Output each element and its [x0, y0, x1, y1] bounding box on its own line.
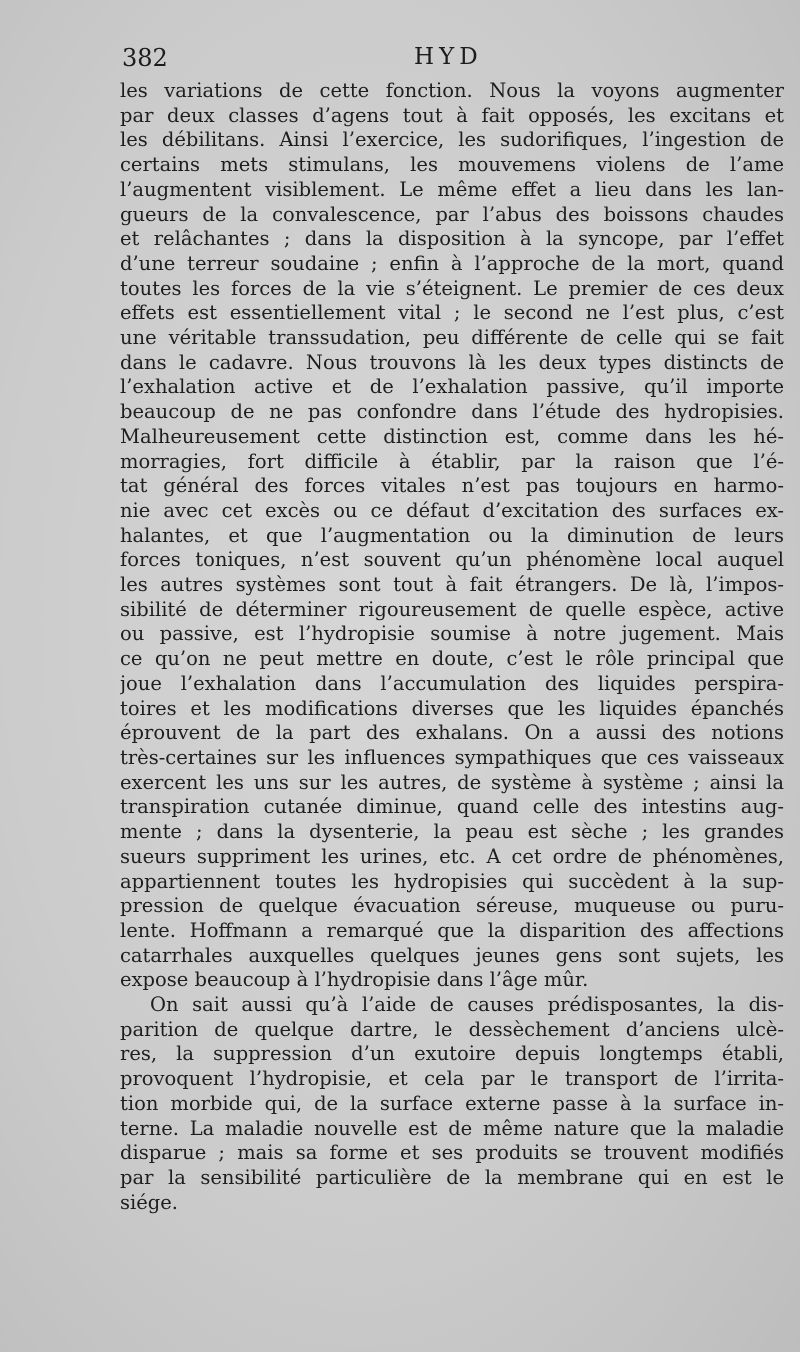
text-line: une véritable transsudation, peu différente de celle qui se fait: [120, 326, 784, 350]
text-line: expose beaucoup à l’hydropisie dans l’âge mûr.: [120, 968, 589, 992]
text-line: sibilité de déterminer rigoureusement de quelle espèce, active: [120, 597, 784, 621]
text-line: morragies, fort difficile à établir, par la raison que l’é-: [120, 449, 784, 473]
text-line: halantes, et que l’augmentation ou la diminution de leurs: [120, 523, 784, 547]
text-line: nie avec cet excès ou ce défaut d’excitation des surfaces ex-: [120, 498, 784, 522]
text-line: par la sensibilité particulière de la membrane qui en est le: [120, 1165, 784, 1189]
text-line: d’une terreur soudaine ; enfin à l’approche de la mort, quand: [120, 251, 784, 275]
text-line: mente ; dans la dysenterie, la peau est sèche ; les grandes: [120, 820, 784, 844]
text-line: On sait aussi qu’à l’aide de causes prédisposantes, la dis-: [150, 993, 784, 1017]
text-line: appartiennent toutes les hydropisies qui succèdent à la sup-: [120, 869, 784, 893]
text-line: provoquent l’hydropisie, et cela par le transport de l’irrita-: [120, 1067, 784, 1091]
text-line: l’augmentent visiblement. Le même effet a lieu dans les lan-: [120, 177, 784, 201]
text-line: tat général des forces vitales n’est pas toujours en harmo-: [120, 474, 784, 498]
text-line: pression de quelque évacuation séreuse, muqueuse ou puru-: [120, 894, 784, 918]
text-line: tion morbide qui, de la surface externe passe à la surface in-: [120, 1091, 784, 1115]
paragraph-1: [120, 79, 784, 993]
text-line: res, la suppression d’un exutoire depuis longtemps établi,: [120, 1042, 784, 1066]
text-line: ce qu’on ne peut mettre en doute, c’est le rôle principal que: [120, 647, 784, 671]
text-line: certains mets stimulans, les mouvemens violens de l’ame: [120, 153, 784, 177]
text-line: toires et les modifications diverses que les liquides épanchés: [120, 696, 784, 720]
text-line: gueurs de la convalescence, par l’abus des boissons chaudes: [120, 202, 784, 226]
text-line: éprouvent de la part des exhalans. On a aussi des notions: [120, 721, 784, 745]
text-line: lente. Hoffmann a remarqué que la disparition des affections: [120, 918, 784, 942]
text-line: ou passive, est l’hydropisie soumise à notre jugement. Mais: [120, 622, 784, 646]
text-line: beaucoup de ne pas confondre dans l’étude des hydropisies.: [120, 400, 784, 424]
text-line: sueurs suppriment les urines, etc. A cet ordre de phénomènes,: [120, 844, 784, 868]
text-line: très-certaines sur les influences sympathiques que ces vaisseaux: [120, 745, 784, 769]
text-line: exercent les uns sur les autres, de système à système ; ainsi la: [120, 770, 784, 794]
paragraph-2: [120, 993, 784, 1215]
text-line: dans le cadavre. Nous trouvons là les deux types distincts de: [120, 350, 784, 374]
text-line: les variations de cette fonction. Nous la voyons augmenter: [120, 79, 784, 102]
page-number: 382: [122, 44, 168, 72]
text-line: catarrhales auxquelles quelques jeunes gens sont sujets, les: [120, 943, 784, 967]
text-line: effets est essentiellement vital ; le second ne l’est plus, c’est: [120, 301, 784, 325]
text-line: siége.: [120, 1190, 179, 1214]
text-line: les autres systèmes sont tout à fait étrangers. De là, l’impos-: [120, 573, 784, 597]
text-line: toutes les forces de la vie s’éteignent. Le premier de ces deux: [120, 276, 784, 300]
body-text: [120, 79, 784, 1215]
text-line: transpiration cutanée diminue, quand celle des intestins aug-: [120, 795, 784, 819]
text-line: Malheureusement cette distinction est, comme dans les hé-: [120, 424, 784, 448]
text-line: joue l’exhalation dans l’accumulation des liquides perspira-: [120, 671, 784, 695]
text-line: forces toniques, n’est souvent qu’un phénomène local auquel: [120, 548, 784, 572]
text-line: par deux classes d’agens tout à fait opposés, les excitans et: [120, 103, 784, 127]
running-head: HYD: [414, 44, 483, 70]
text-line: terne. La maladie nouvelle est de même nature que la maladie: [120, 1116, 784, 1140]
text-line: les débilitans. Ainsi l’exercice, les sudorifiques, l’ingestion de: [120, 128, 784, 152]
text-line: l’exhalation active et de l’exhalation passive, qu’il importe: [120, 375, 784, 399]
text-line: et relâchantes ; dans la disposition à la syncope, par l’effet: [120, 227, 784, 251]
text-line: disparue ; mais sa forme et ses produits se trouvent modifiés: [120, 1141, 784, 1165]
text-line: parition de quelque dartre, le dessèchement d’anciens ulcè-: [120, 1017, 784, 1041]
